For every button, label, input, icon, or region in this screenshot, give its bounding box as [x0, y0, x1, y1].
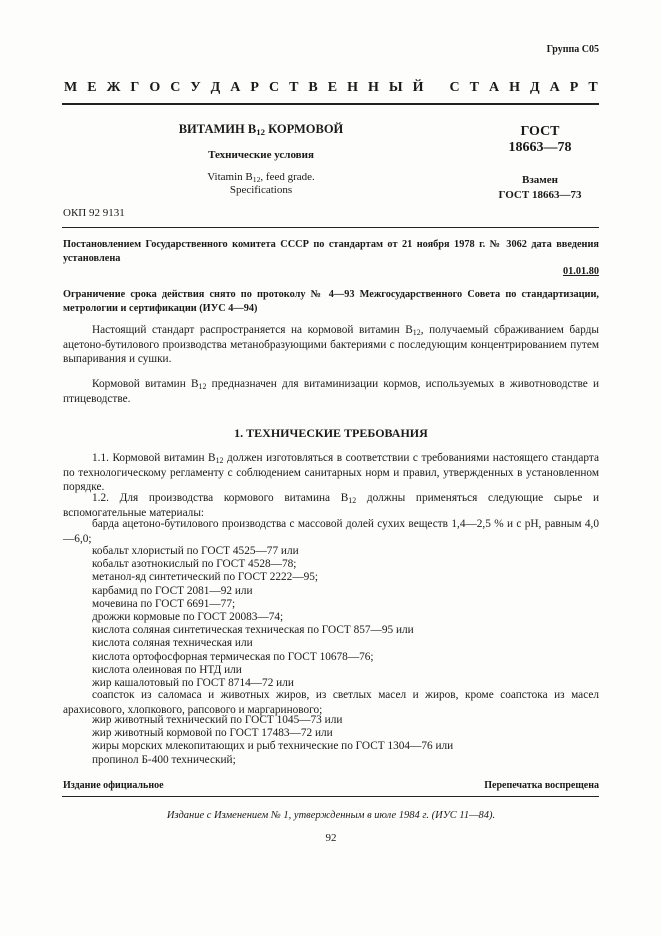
banner-letter: В [308, 80, 318, 95]
banner-letter: Р [569, 80, 579, 95]
banner-letter: А [230, 80, 241, 95]
reprint-notice: Перепечатка воспрещена [484, 780, 599, 791]
material-item: кислота соляная синтетическая техническая по ГОСТ 857—95 или [92, 624, 414, 637]
material-item: кобальт азотнокислый по ГОСТ 4528—78; [92, 558, 297, 571]
banner-letter: Н [368, 80, 379, 95]
clause-1-1: 1.1. Кормовой витамин $В_{12}$ должен изготовляться в соответствии с требованиями настоящего стандарта по технологическому регламенту с соблюдением санитарных норм и правил, утвержденных в установленном порядке. [63, 452, 599, 494]
banner-letter: Н [509, 80, 521, 95]
material-item: кислота соляная техническая или [92, 637, 253, 650]
intro-paragraph-1: Настоящий стандарт распространяется на кормовой витамин $В_{12}$, получаемый сбраживанием барды ацетоно-бутилового производства метанобразующими бактериями с последующим концентрированием путем выпаривания и сушки. [63, 324, 599, 366]
banner-letter [434, 80, 440, 96]
banner-letter: Н [347, 80, 358, 95]
banner-letter: Г [130, 80, 140, 95]
interstate-standard-banner [64, 80, 598, 96]
banner-letter: Т [469, 80, 479, 95]
banner-letter: Е [87, 80, 97, 95]
banner-letter: А [489, 80, 500, 95]
banner-letter: А [549, 80, 560, 95]
material-item: мочевина по ГОСТ 6691—77; [92, 597, 236, 610]
effective-date: 01.01.80 [562, 266, 599, 277]
okp-code: ОКП 92 9131 [63, 207, 125, 219]
english-title: Vitamin $B_{12}$, feed grade. Specifications [207, 171, 315, 196]
page-number: 92 [325, 832, 337, 844]
material-item: метанол-яд синтетический по ГОСТ 2222—95; [92, 571, 319, 584]
banner-letter: М [64, 80, 78, 95]
replaces-block: Взамен ГОСТ 18663—73 [498, 174, 582, 201]
material-item: жир кашалотовый по ГОСТ 8714—72 или [92, 677, 294, 689]
banner-letter: Д [210, 80, 221, 95]
material-item: кобальт хлористый по ГОСТ 4525—77 или [92, 545, 299, 557]
document-subtitle: Технические условия [208, 149, 314, 161]
section-heading: 1. ТЕХНИЧЕСКИЕ ТРЕБОВАНИЯ [234, 426, 428, 440]
document-title: ВИТАМИН $В_{12}$ КОРМОВОЙ [178, 122, 344, 137]
banner-letter: У [190, 80, 201, 95]
official-edition: Издание официальное [63, 780, 164, 791]
material-item: жиры морских млекопитающих и рыб технические по ГОСТ 1304—76 или [92, 740, 454, 753]
banner-letter: Т [588, 80, 598, 95]
banner-letter: С [449, 80, 460, 95]
banner-letter: Д [530, 80, 540, 95]
group-code: Группа С05 [546, 44, 599, 55]
header-rule [62, 227, 599, 228]
banner-letter: Й [412, 80, 424, 95]
banner-letter: Р [250, 80, 259, 95]
decree-text: Постановлением Государственного комитета СССР по стандартам от 21 ноября 1978 г. № 3062 дата введения установлена [63, 239, 599, 264]
material-item: кислота ортофосфорная термическая по ГОСТ 10678—76; [92, 650, 374, 663]
banner-letter: Е [327, 80, 338, 95]
gost-designation: ГОСТ 18663—78 [508, 124, 572, 155]
banner-letter: С [170, 80, 181, 95]
material-item: кислота олеиновая по НТД или [92, 663, 242, 676]
clause-1-2: 1.2. Для производства кормового витамина $В_{12}$ должны применяться следующие сырье и вспомогательные материалы: [63, 492, 599, 519]
banner-letter: Ы [388, 80, 403, 95]
material-item: пропинол Б-400 технический; [92, 753, 236, 766]
material-item: жир животный технический по ГОСТ 1045—73 или [92, 714, 343, 726]
banner-letter: С [268, 80, 280, 95]
limit-text: Ограничение срока действия снято по протоколу № 4—93 Межгосударственного Совета по стандартизации, метрологии и сертификации (ИУС 4—94) [63, 289, 599, 314]
material-item: карбамид по ГОСТ 2081—92 или [92, 584, 253, 597]
edition-note: Издание с Изменением № 1, утвержденным в июле 1984 г. (ИУС 11—84). [166, 810, 496, 821]
top-rule [62, 103, 599, 105]
footer-line [63, 780, 599, 791]
banner-letter: О [149, 80, 161, 95]
banner-letter: Ж [106, 80, 121, 95]
banner-letter: Т [289, 80, 299, 95]
material-item: дрожжи кормовые по ГОСТ 20083—74; [92, 611, 284, 623]
soapstock-item: соапсток из саломаса и животных жиров, из светлых масел и жиров, кроме соапстока из масел арахисового, хлопкового, рапсового и маргаринового; [63, 689, 599, 716]
material-item: жир животный кормовой по ГОСТ 17483—72 или [92, 727, 333, 740]
footer-rule [62, 796, 599, 797]
intro-paragraph-2: Кормовой витамин $В_{12}$ предназначен для витаминизации кормов, используемых в животноводстве и птицеводстве. [63, 378, 599, 405]
barda-item: барда ацетоно-бутилового производства с массовой долей сухих веществ 1,4—2,5 % и с pH, равным 4,0—6,0; [63, 518, 599, 545]
